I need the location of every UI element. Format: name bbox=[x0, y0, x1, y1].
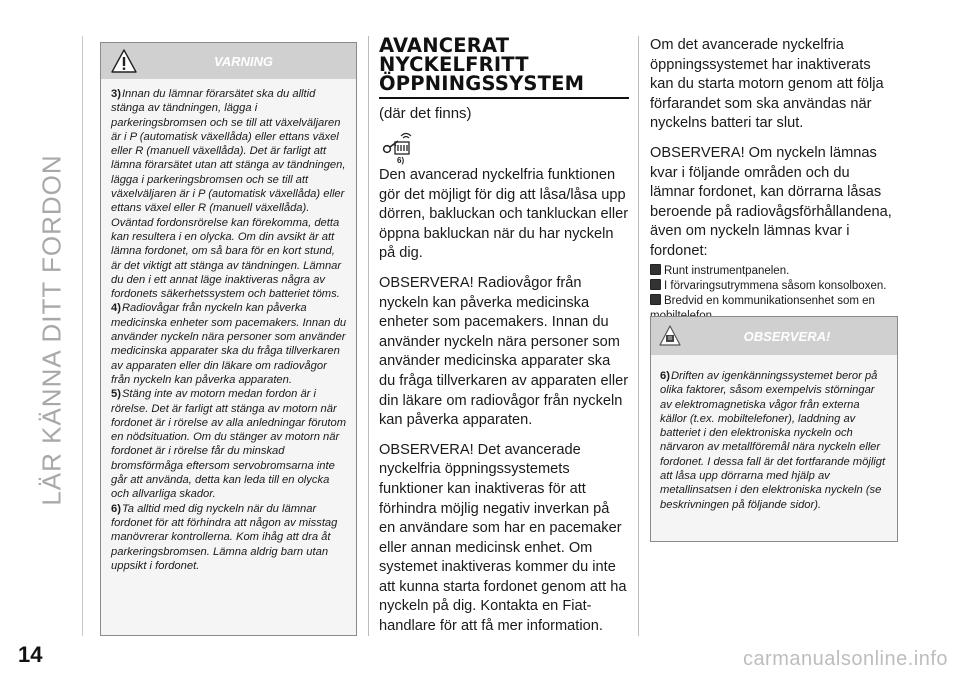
footnote-ref: 6) bbox=[397, 156, 405, 165]
right-body bbox=[650, 36, 898, 262]
list-item: Bredvid en kommunikationsenhet som en bbox=[650, 294, 898, 324]
section-heading: AVANCERAT NYCKELFRITT ÖPPNINGSSYSTEM bbox=[379, 36, 629, 99]
note-box bbox=[650, 316, 898, 542]
middle-column bbox=[379, 36, 629, 647]
section-side-title: LÄR KÄNNA DITT FORDON bbox=[36, 154, 67, 506]
warning-box bbox=[100, 42, 357, 636]
warning-title: VARNING bbox=[214, 53, 273, 69]
warning-triangle-icon bbox=[111, 49, 137, 78]
book-info-icon bbox=[659, 325, 681, 352]
availability-note: (där det finns) bbox=[379, 105, 472, 122]
warning-item: 4)Radiovågar från nyckeln kan påverka medicinska enheter som pacemakers. Innan du använder nyckeln nära personer som använder medicinska apparater ska du fråga tillverkaren av apparaten eller din läkare om radiovågor från nyckeln kan påverka apparaten. bbox=[111, 302, 347, 386]
middle-body bbox=[379, 166, 629, 637]
side-rule bbox=[82, 36, 83, 636]
bullet-icon bbox=[650, 279, 661, 290]
note-title: OBSERVERA! bbox=[743, 328, 831, 344]
list-item: Runt instrumentpanelen. bbox=[650, 264, 898, 279]
bullet-icon bbox=[650, 264, 661, 275]
note-header bbox=[651, 317, 897, 355]
paragraph: OBSERVERA! Det avancerade nyckelfria öppningssystemets funktioner kan inaktiveras för att förhindra möjlig negativ inverkan på en användare som har en pacemaker eller annan medicinsk enhet. Om systemet inaktiveras kommer du inte att kunna starta fordonet genom att ha nyckeln på dig. Kontakta en Fiat-handlare för att få mer information. bbox=[379, 441, 627, 635]
paragraph: OBSERVERA! Radiovågor från nyckeln kan påverka medicinska enheter som pacemakers. Innan du använder nyckeln nära personer som använder medicinska apparater ska du fråga tillverkaren av apparaten eller din läkare om radiovågor från nyckeln kan påverka apparaten. bbox=[379, 274, 629, 429]
warning-item: 5)Stäng inte av motorn medan fordon är i rörelse. Det är farligt att stänga av motorn när fordonet är i rörelse av alla anledningar förutom en nödsituation. Om du stänger av motorn när fordonet är i rörelse får du minskad bromsförmåga eftersom servobromsarna inte går att använda, detta kan leda till en olycka och allvarliga skador. bbox=[111, 388, 347, 501]
bullet-icon bbox=[650, 294, 661, 305]
right-column bbox=[650, 36, 898, 324]
warning-header bbox=[101, 43, 356, 79]
icon-row bbox=[379, 132, 629, 166]
watermark: carmanualsonline.info bbox=[742, 648, 948, 670]
note-item: 6)Driften av igenkänningssystemet beror på olika faktorer, såsom exempelvis störningar av elektromagnetiska vågor från externa källor (t.ex. mobiltelefoner), laddning av batteriet i den elektroniska nyckeln och närvaron av metallföremål nära nyckeln eller fordonet. I dessa fall är det fortfarande möjligt att låsa upp dörrarna med hjälp av metallinsatsen i den elektroniska nyckeln (se beskrivningen på följande sidor). bbox=[660, 370, 886, 511]
warning-item: 6)Ta alltid med dig nyckeln när du lämnar fordonet för att förhindra att någon av misstag manövrerar kontrollerna. Kom ihåg att dra åt parkeringsbromsen. Lämna aldrig barn utan uppsikt i fordonet. bbox=[111, 502, 338, 572]
warning-text bbox=[101, 79, 356, 573]
bullet-list bbox=[650, 264, 898, 324]
paragraph: OBSERVERA! Om nyckeln lämnas kvar i följande områden och du lämnar fordonet, kan dörrarna låsas beroende på radiovågsförhållandena, även om nyckeln lämnas kvar i fordonet: bbox=[650, 144, 892, 259]
note-text bbox=[651, 355, 897, 512]
paragraph: Den avancerad nyckelfria funktionen gör det möjligt för dig att låsa/låsa upp dörren, bakluckan och tankluckan eller öppna bakluckan när du har nyckeln på dig. bbox=[379, 167, 629, 262]
list-item: I förvaringsutrymmena såsom konsolboxen. bbox=[650, 279, 898, 294]
column-divider bbox=[638, 36, 639, 636]
paragraph: Om det avancerade nyckelfria öppningssystemet har inaktiverats kan du starta motorn genom att följa förfarandet som ska användas när nyckelns batteri tar slut. bbox=[650, 37, 884, 132]
page-number: 14 bbox=[18, 642, 43, 667]
column-divider bbox=[368, 36, 369, 636]
warning-item: 3)Innan du lämnar förarsätet ska du alltid stänga av tändningen, lägga i parkeringsbromsen och se till att växelväljaren är i P (automatisk växellåda) eller ettans växel eller R (manuell växellåda). Det är farligt att lämna förarsätet utan att stänga av tändningen, lägga i parkeringsbromsen och se till att växelväljaren är i P (automatisk växellåda) eller ettans växel eller R (manuell växellåda). Oväntad fordonsrörelse kan förekomma, detta kan resultera i en olycka. Om din avsikt är att lämna fordonet, om så bara för en kort stund, är det viktigt att stänga av tändningen. Lämnar du den i ett annat läge inaktiveras några av fordonets säkerhetssystem och batteriet töms. bbox=[111, 88, 346, 301]
